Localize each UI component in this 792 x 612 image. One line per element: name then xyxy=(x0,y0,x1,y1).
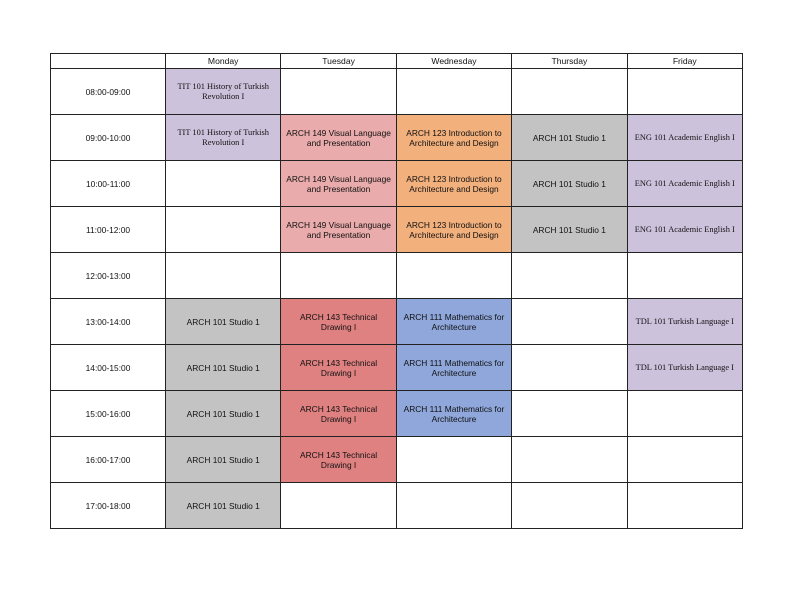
course-cell-thursday xyxy=(512,345,627,391)
time-slot-label: 12:00-13:00 xyxy=(51,253,166,299)
course-cell-thursday xyxy=(512,391,627,437)
course-cell-thursday: ARCH 101 Studio 1 xyxy=(512,161,627,207)
course-cell-tuesday xyxy=(281,483,396,529)
course-cell-monday: ARCH 101 Studio 1 xyxy=(166,437,281,483)
course-cell-friday xyxy=(627,437,742,483)
course-cell-tuesday: ARCH 149 Visual Language and Presentation xyxy=(281,207,396,253)
time-slot-label: 10:00-11:00 xyxy=(51,161,166,207)
course-cell-friday xyxy=(627,483,742,529)
course-cell-wednesday xyxy=(396,483,511,529)
course-cell-tuesday: ARCH 149 Visual Language and Presentation xyxy=(281,115,396,161)
table-row xyxy=(51,115,743,161)
table-row xyxy=(51,345,743,391)
table-row xyxy=(51,253,743,299)
time-slot-label: 13:00-14:00 xyxy=(51,299,166,345)
course-cell-monday: ARCH 101 Studio 1 xyxy=(166,345,281,391)
course-cell-friday: TDL 101 Turkish Language I xyxy=(627,299,742,345)
course-cell-monday: TIT 101 History of Turkish Revolution I xyxy=(166,115,281,161)
course-cell-monday xyxy=(166,207,281,253)
course-cell-monday: TIT 101 History of Turkish Revolution I xyxy=(166,69,281,115)
table-row xyxy=(51,437,743,483)
header-day-wednesday: Wednesday xyxy=(396,54,511,69)
header-row xyxy=(51,54,743,69)
course-cell-friday xyxy=(627,69,742,115)
course-cell-wednesday xyxy=(396,69,511,115)
time-slot-label: 08:00-09:00 xyxy=(51,69,166,115)
course-cell-wednesday xyxy=(396,437,511,483)
course-cell-thursday xyxy=(512,437,627,483)
header-corner-cell xyxy=(51,54,166,69)
time-slot-label: 11:00-12:00 xyxy=(51,207,166,253)
weekly-schedule-table xyxy=(50,53,743,529)
time-slot-label: 15:00-16:00 xyxy=(51,391,166,437)
course-cell-wednesday: ARCH 111 Mathematics for Architecture xyxy=(396,345,511,391)
course-cell-thursday xyxy=(512,483,627,529)
course-cell-tuesday: ARCH 143 Technical Drawing I xyxy=(281,437,396,483)
course-cell-friday xyxy=(627,391,742,437)
course-cell-wednesday: ARCH 123 Introduction to Architecture and Design xyxy=(396,115,511,161)
course-cell-thursday xyxy=(512,299,627,345)
course-cell-friday: TDL 101 Turkish Language I xyxy=(627,345,742,391)
course-cell-friday: ENG 101 Academic English I xyxy=(627,161,742,207)
table-row xyxy=(51,161,743,207)
course-cell-friday: ENG 101 Academic English I xyxy=(627,207,742,253)
time-slot-label: 17:00-18:00 xyxy=(51,483,166,529)
header-day-tuesday: Tuesday xyxy=(281,54,396,69)
time-slot-label: 14:00-15:00 xyxy=(51,345,166,391)
course-cell-tuesday: ARCH 149 Visual Language and Presentation xyxy=(281,161,396,207)
course-cell-wednesday: ARCH 111 Mathematics for Architecture xyxy=(396,391,511,437)
course-cell-wednesday: ARCH 123 Introduction to Architecture and Design xyxy=(396,207,511,253)
course-cell-thursday xyxy=(512,253,627,299)
header-day-monday: Monday xyxy=(166,54,281,69)
course-cell-friday xyxy=(627,253,742,299)
course-cell-tuesday: ARCH 143 Technical Drawing I xyxy=(281,299,396,345)
course-cell-wednesday xyxy=(396,253,511,299)
course-cell-friday: ENG 101 Academic English I xyxy=(627,115,742,161)
table-row xyxy=(51,483,743,529)
header-day-thursday: Thursday xyxy=(512,54,627,69)
course-cell-monday: ARCH 101 Studio 1 xyxy=(166,391,281,437)
schedule-body xyxy=(51,69,743,529)
course-cell-monday: ARCH 101 Studio 1 xyxy=(166,299,281,345)
course-cell-tuesday: ARCH 143 Technical Drawing I xyxy=(281,345,396,391)
course-cell-thursday: ARCH 101 Studio 1 xyxy=(512,207,627,253)
time-slot-label: 16:00-17:00 xyxy=(51,437,166,483)
course-cell-tuesday: ARCH 143 Technical Drawing I xyxy=(281,391,396,437)
table-row xyxy=(51,69,743,115)
course-cell-monday xyxy=(166,253,281,299)
course-cell-wednesday: ARCH 111 Mathematics for Architecture xyxy=(396,299,511,345)
course-cell-wednesday: ARCH 123 Introduction to Architecture and Design xyxy=(396,161,511,207)
table-row xyxy=(51,207,743,253)
course-cell-monday xyxy=(166,161,281,207)
course-cell-thursday xyxy=(512,69,627,115)
course-cell-tuesday xyxy=(281,253,396,299)
header-day-friday: Friday xyxy=(627,54,742,69)
time-slot-label: 09:00-10:00 xyxy=(51,115,166,161)
course-cell-monday: ARCH 101 Studio 1 xyxy=(166,483,281,529)
course-cell-thursday: ARCH 101 Studio 1 xyxy=(512,115,627,161)
table-row xyxy=(51,299,743,345)
course-cell-tuesday xyxy=(281,69,396,115)
table-row xyxy=(51,391,743,437)
